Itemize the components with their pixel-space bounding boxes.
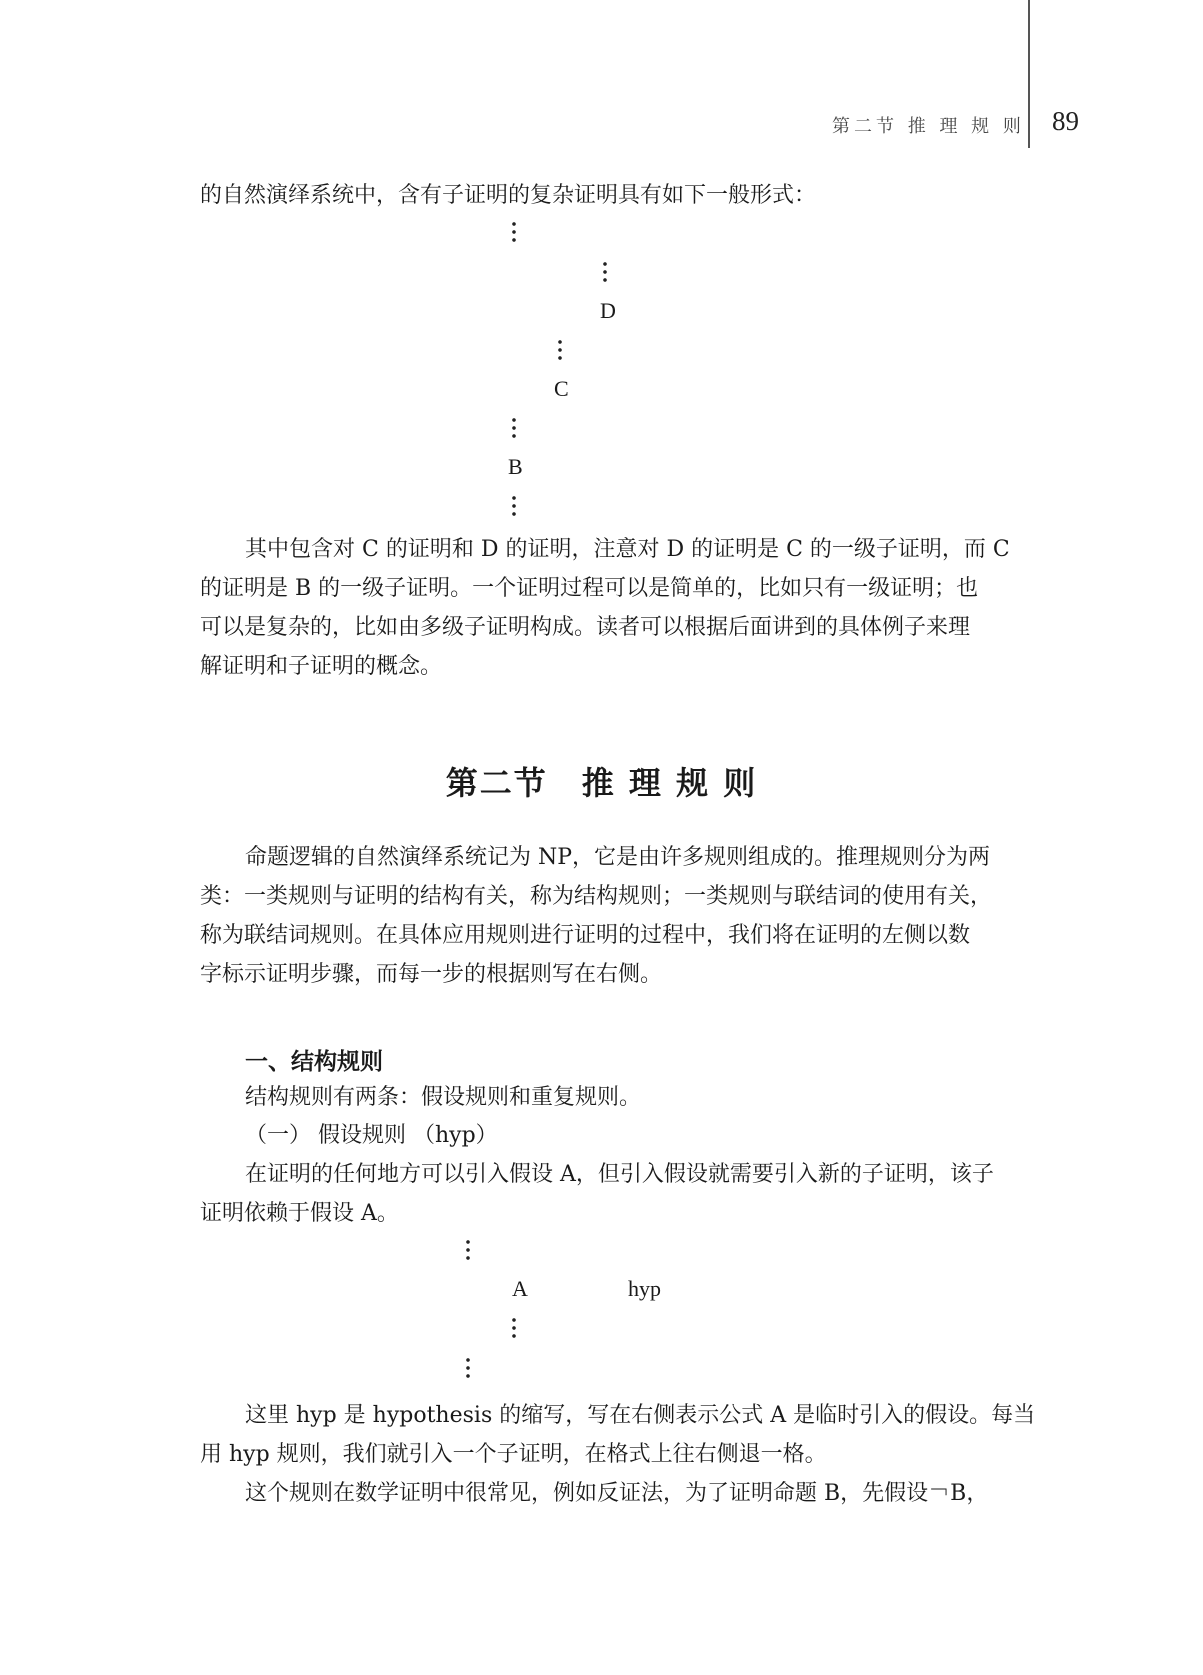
para5-line-1: 这个规则在数学证明中很常见，例如反证法，为了证明命题 B，先假设￢B，: [245, 1481, 989, 1506]
proof1-vdots-2: [602, 260, 608, 284]
proof1-vdots-5: [511, 494, 517, 518]
para1-line-2: 的证明是 B 的一级子证明。一个证明过程可以是简单的，比如只有一级证明；也: [200, 576, 979, 601]
proof1-vdots-3: [557, 338, 563, 362]
rule-heading: （一） 假设规则 （hyp）: [245, 1123, 498, 1148]
para3-line-1: 在证明的任何地方可以引入假设 A，但引入假设就需要引入新的子证明，该子: [245, 1162, 994, 1187]
proof2-vdots-1: [465, 1238, 471, 1262]
para1-line-1: 其中包含对 C 的证明和 D 的证明，注意对 D 的证明是 C 的一级子证明，而 C: [245, 537, 1010, 562]
para2-line-2: 类：一类规则与证明的结构有关，称为结构规则；一类规则与联结词的使用有关，: [200, 884, 993, 909]
para2-line-3: 称为联结词规则。在具体应用规则进行证明的过程中，我们将在证明的左侧以数: [200, 923, 971, 948]
proof1-vdots-1: [511, 220, 517, 244]
structure-intro: 结构规则有两条：假设规则和重复规则。: [245, 1085, 642, 1110]
para4-line-2: 用 hyp 规则，我们就引入一个子证明，在格式上往右侧退一格。: [200, 1442, 827, 1467]
para2-line-1: 命题逻辑的自然演绎系统记为 NP，它是由许多规则组成的。推理规则分为两: [245, 845, 991, 870]
proof2-vdots-2: [511, 1316, 517, 1340]
para1-line-4: 解证明和子证明的概念。: [200, 654, 443, 679]
para4-line-1: 这里 hyp 是 hypothesis 的缩写，写在右侧表示公式 A 是临时引入的假设。每当: [245, 1403, 1036, 1428]
proof1-c: C: [554, 376, 569, 401]
header-rule: [1028, 0, 1030, 148]
subsection-title: 一、结构规则: [245, 1049, 383, 1075]
para2-line-4: 字标示证明步骤，而每一步的根据则写在右侧。: [200, 962, 663, 987]
proof2-justification: hyp: [628, 1276, 661, 1301]
intro-line: 的自然演绎系统中，含有子证明的复杂证明具有如下一般形式：: [200, 183, 817, 208]
proof1-vdots-4: [511, 416, 517, 440]
proof1-d: D: [600, 298, 616, 323]
para1-line-3: 可以是复杂的，比如由多级子证明构成。读者可以根据后面讲到的具体例子来理: [200, 615, 971, 640]
running-title: 第二节 推 理 规 则: [832, 116, 1025, 137]
proof2-vdots-3: [465, 1356, 471, 1380]
para3-line-2: 证明依赖于假设 A。: [200, 1201, 399, 1226]
section-title: 第二节 推 理 规 则: [445, 764, 758, 802]
proof2-formula: A: [512, 1276, 528, 1301]
page-number: 89: [1052, 106, 1079, 136]
proof1-b: B: [508, 454, 523, 479]
